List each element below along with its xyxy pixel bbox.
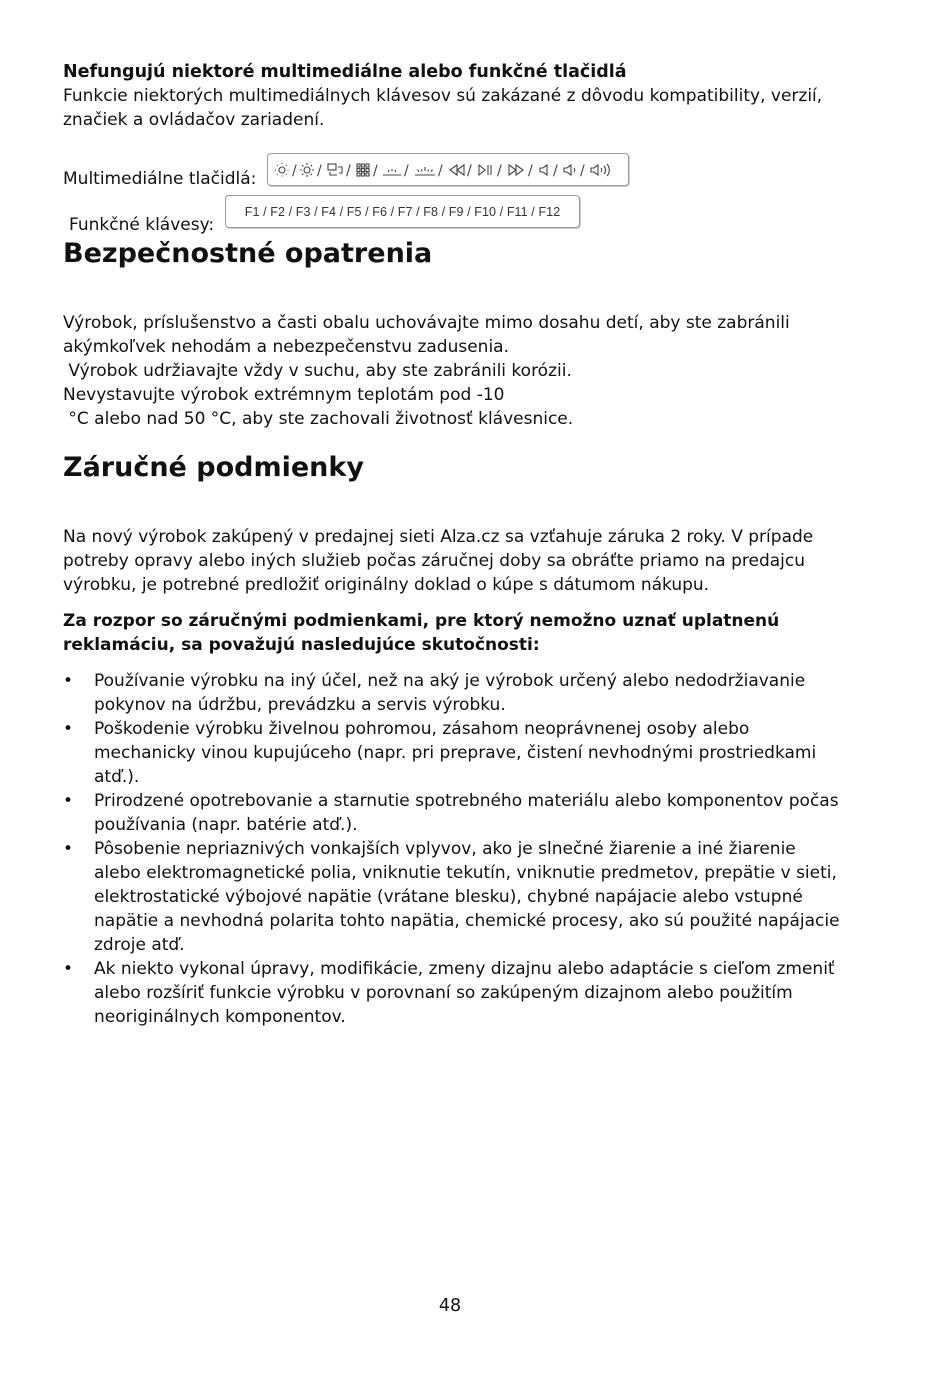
page-number: 48 [438,1296,462,1316]
bullet-symbol: • [63,959,74,979]
multimedia-label: Multimediálne tlačidlá: [63,169,257,189]
safety-line: Výrobok, príslušenstvo a časti obalu uchovávajte mimo dosahu detí, aby ste zabránili [63,313,790,333]
function-row [63,204,863,247]
backlight-up-icon [415,167,435,175]
svg-text:/: / [346,162,351,179]
function-label: Funkčné klávesy: [69,215,215,235]
safety-line: Výrobok udržiavajte vždy v suchu, aby ste zabránili korózii. [63,361,572,381]
function-keys-box: F1 / F2 / F3 / F4 / F5 / F6 / F7 / F8 / F9 / F10 / F11 / F12 [225,195,580,228]
list-item-text: Používanie výrobku na iný účel, než na aký je výrobok určený alebo nedodržiavanie pokynov na údržbu, prevádzku a servis výrobku. [94,671,806,715]
bullet-symbol: • [63,791,74,811]
svg-text:/: / [438,162,443,179]
brightness-down-icon [275,163,289,177]
brightness-up-icon [300,163,314,177]
issue-title: Nefungujú niektoré multimediálne alebo funkčné tlačidlá [63,62,627,82]
volume-up-icon [591,164,609,176]
list-item [63,717,843,789]
svg-text:/: / [553,162,558,179]
safety-line: °C alebo nad 50 °C, aby ste zachovali životnosť klávesnice. [63,409,574,429]
warranty-bold-note: Za rozpor so záručnými podmienkami, pre ktorý nemožno uznať uplatnenú reklamáciu, sa považujú nasledujúce skutočnosti: [63,611,780,655]
svg-text:/: / [528,162,533,179]
list-item-text: Prirodzené opotrebovanie a starnutie spotrebného materiálu alebo komponentov počas používania (napr. batérie atď.). [94,791,839,835]
list-item [63,957,843,1029]
document-page [63,60,863,1029]
list-item [63,669,843,717]
warranty-bullet-list [63,669,843,1029]
mute-icon [540,165,547,175]
display-switch-icon [328,164,342,175]
safety-line: akýmkoľvek nehodám a nebezpečenstvu zadusenia. [63,337,510,357]
warranty-heading: Záručné podmienky [63,452,364,483]
svg-text:/: / [404,162,409,179]
safety-heading: Bezpečnostné opatrenia [63,238,433,269]
svg-text:/: / [497,162,502,179]
play-pause-icon [479,165,491,175]
list-item-text: Poškodenie výrobku živelnou pohromou, zásahom neoprávnenej osoby alebo mechanicky vinou kupujúceho (napr. pri preprave, čistení nevhodnými prostriedkami atď.). [94,719,817,787]
warranty-intro: Na nový výrobok zakúpený v predajnej sieti Alza.cz sa vzťahuje záruka 2 roky. V prípade potreby opravy alebo iných služieb počas záručnej doby sa obráťte priamo na predajcu výrobku, je potrebné predložiť originálny doklad o kúpe s dátumom nákupu. [63,527,814,595]
app-grid-icon [357,164,369,176]
list-item-text: Pôsobenie nepriaznivých vonkajších vplyvov, ako je slnečné žiarenie a iné žiarenie alebo elektromagnetické polia, vniknutie tekutín, vniknutie predmetov, prepätie v sieti, elektrostatické výbojové napätie (vrátane blesku), chybné napájacie alebo vstupné napätie a nevhodná polarita tohto napätia, chemické procesy, ako sú použité napájacie zdroje atď. [94,839,840,955]
safety-line: Nevystavujte výrobok extrémnym teplotám pod -10 [63,385,505,405]
bullet-symbol: • [63,671,74,691]
bullet-symbol: • [63,839,74,859]
next-track-icon [509,165,523,175]
backlight-down-icon [383,169,401,175]
bullet-symbol: • [63,719,74,739]
previous-track-icon [450,165,464,175]
svg-text:/: / [373,162,378,179]
svg-text:/: / [580,162,585,179]
multimedia-keys-box [267,153,629,186]
volume-down-icon [564,165,575,175]
svg-text:/: / [467,162,472,179]
svg-text:/: / [292,162,297,179]
safety-text [63,311,863,431]
issue-body: Funkcie niektorých multimediálnych klávesov sú zakázané z dôvodu kompatibility, verzií, značiek a ovládačov zariadení. [63,86,823,130]
list-item [63,789,843,837]
svg-text:/: / [317,162,322,179]
list-item [63,837,843,957]
list-item-text: Ak niekto vykonal úpravy, modifikácie, zmeny dizajnu alebo adaptácie s cieľom zmeniť alebo rozšíriť funkcie výrobku v porovnaní so zakúpeným dizajnom alebo použitím neoriginálnych komponentov. [94,959,835,1027]
